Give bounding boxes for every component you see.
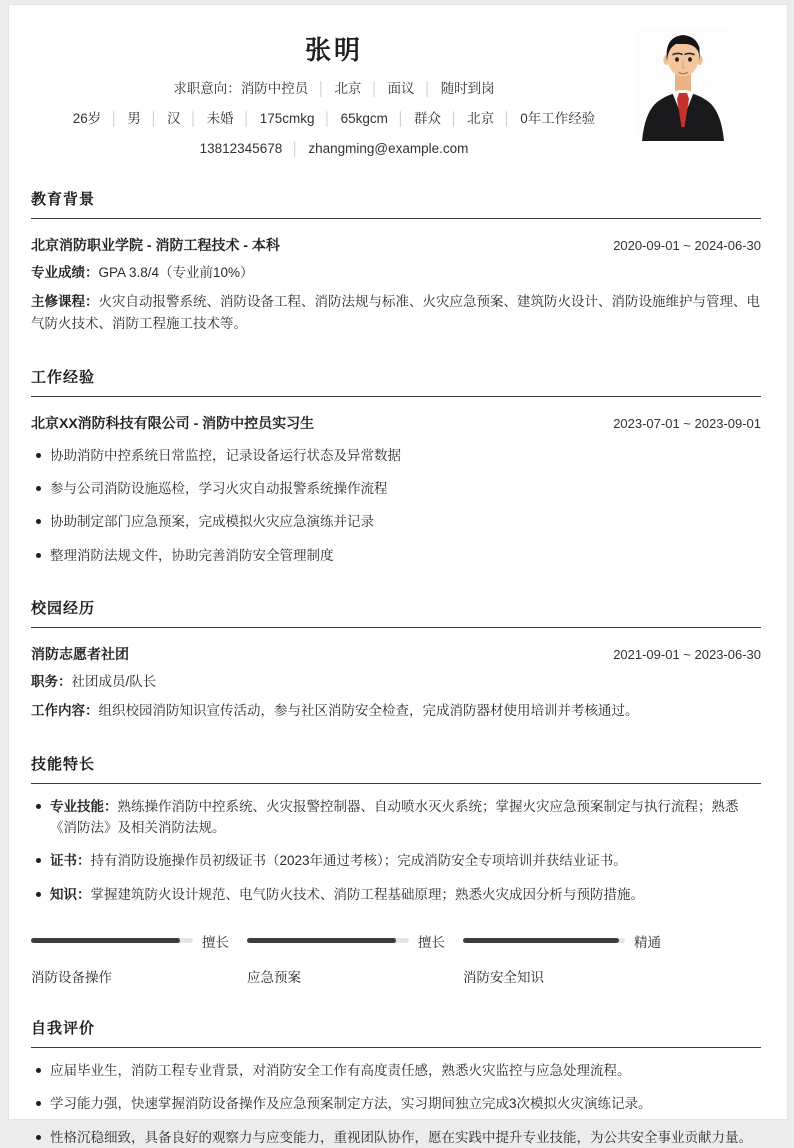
self-eval-bullet: 学习能力强，快速掌握消防设备操作及应急预案制定方法，实习期间独立完成3次模拟火灾演练记录。 [31, 1093, 761, 1114]
section-self-evaluation [31, 1017, 761, 1148]
gpa-value: GPA 3.8/4（专业前10%） [98, 265, 254, 280]
section-title-campus: 校园经历 [31, 597, 761, 628]
skill-bar-row [31, 931, 247, 951]
campus-content-value: 组织校园消防知识宣传活动，参与社区消防安全检查，完成消防器材使用培训并考核通过。 [98, 702, 639, 718]
campus-org: 消防志愿者社团 [31, 645, 129, 662]
separator: │ [370, 81, 379, 96]
skill-bar-track [31, 938, 193, 943]
skill-text: 持有消防设施操作员初级证书（2023年通过考核）；完成消防安全专项培训并获结业证书。 [90, 853, 627, 869]
phone-number: 13812345678 [199, 141, 283, 156]
job-intention-line [31, 80, 637, 97]
separator: │ [503, 111, 512, 126]
email-address: zhangming@example.com [308, 141, 469, 156]
info-experience: 0年工作经验 [520, 111, 596, 126]
skill-bar-emergency-plan [247, 931, 463, 986]
skill-bar-fill [247, 938, 396, 943]
campus-role-line [31, 671, 761, 693]
campus-role-label: 职务： [31, 673, 72, 689]
skill-bullet [31, 850, 761, 871]
separator: │ [189, 111, 198, 126]
info-age: 26岁 [72, 111, 102, 126]
work-bullet: 协助消防中控系统日常监控，记录设备运行状态及异常数据 [31, 445, 761, 466]
skill-bar-fill [31, 938, 180, 943]
resume-content [9, 5, 787, 1148]
campus-entry-head [31, 644, 761, 664]
skill-label: 知识： [50, 886, 91, 902]
campus-date-range: 2021-09-01 ~ 2023-06-30 [613, 646, 761, 662]
courses-line [31, 291, 761, 335]
self-eval-bullet: 性格沉稳细致，具备良好的观察力与应变能力，重视团队协作，愿在实践中提升专业技能，为公共安全事业贡献力量。 [31, 1127, 761, 1148]
gpa-label: 专业成绩： [31, 265, 99, 280]
personal-info-line [31, 110, 637, 127]
intention-position: 消防中控员 [240, 81, 309, 96]
section-title-self-evaluation: 自我评价 [31, 1017, 761, 1048]
work-entry-head [31, 413, 761, 433]
courses-value: 火灾自动报警系统、消防设备工程、消防法规与标准、火灾应急预案、建筑防火设计、消防设施维护与管理、电气防火技术、消防工程施工技术等。 [31, 293, 760, 331]
contact-line [31, 140, 637, 157]
skill-bars [31, 931, 761, 986]
intention-city: 北京 [334, 81, 362, 96]
skill-level-label: 擅长 [202, 934, 229, 950]
skill-bar-name: 消防安全知识 [463, 969, 544, 985]
campus-content-label: 工作内容： [31, 702, 99, 718]
skill-bullet [31, 884, 761, 905]
skill-bar-track [463, 938, 625, 943]
skill-bar-safety-knowledge [463, 931, 679, 986]
portrait-illustration [637, 29, 729, 141]
education-entry-head [31, 235, 761, 255]
header-text-block [31, 27, 637, 157]
section-title-education: 教育背景 [31, 188, 761, 219]
info-weight: 65kgcm [340, 111, 388, 126]
separator: │ [450, 111, 459, 126]
self-eval-bullet: 应届毕业生，消防工程专业背景，对消防安全工作有高度责任感，熟悉火灾监控与应急处理流程。 [31, 1060, 761, 1081]
campus-role-value: 社团成员/队长 [71, 673, 157, 689]
skill-text: 熟练操作消防中控系统、火灾报警控制器、自动喷水灭火系统；掌握火灾应急预案制定与执行流程；熟悉《消防法》及相关消防法规。 [50, 798, 739, 835]
info-gender: 男 [127, 111, 141, 126]
skill-level-label: 擅长 [418, 934, 445, 950]
skill-bar-row [463, 931, 679, 951]
separator: │ [317, 81, 326, 96]
separator: │ [423, 81, 432, 96]
skill-bar-track [247, 938, 409, 943]
intention-salary: 面议 [387, 81, 415, 96]
skill-bar-fill [463, 938, 619, 943]
separator: │ [242, 111, 251, 126]
skill-label: 证书： [50, 853, 91, 869]
skill-label: 专业技能： [50, 798, 118, 814]
info-ethnicity: 汉 [166, 111, 181, 126]
resume-header [31, 27, 761, 157]
separator: │ [110, 111, 119, 126]
skill-bar-row [247, 931, 463, 951]
work-bullet: 整理消防法规文件，协助完善消防安全管理制度 [31, 545, 761, 566]
section-skills [31, 753, 761, 986]
profile-photo [637, 29, 729, 141]
skill-text: 掌握建筑防火设计规范、电气防火技术、消防工程基础原理；熟悉火灾成因分析与预防措施。 [90, 886, 644, 902]
section-campus [31, 597, 761, 722]
section-title-work: 工作经验 [31, 366, 761, 397]
work-bullet: 参与公司消防设施巡检，学习火灾自动报警系统操作流程 [31, 478, 761, 499]
courses-label: 主修课程： [31, 293, 99, 309]
section-work [31, 366, 761, 566]
campus-content-line [31, 700, 761, 722]
info-marital: 未婚 [206, 111, 234, 126]
separator: │ [149, 111, 158, 126]
info-height: 175cmkg [259, 111, 315, 126]
skill-level-label: 精通 [634, 934, 661, 950]
skill-bar-name: 应急预案 [247, 969, 301, 985]
section-education [31, 188, 761, 335]
section-title-skills: 技能特长 [31, 753, 761, 784]
info-political: 群众 [414, 111, 442, 126]
skills-bullet-list [31, 796, 761, 905]
separator: │ [291, 141, 300, 156]
candidate-name: 张明 [304, 35, 363, 65]
skill-bar-equipment [31, 931, 247, 986]
separator: │ [396, 111, 406, 126]
work-bullet-list [31, 445, 761, 566]
skill-bullet [31, 796, 761, 839]
self-eval-bullet-list [31, 1060, 761, 1148]
skill-bar-name: 消防设备操作 [31, 969, 112, 985]
work-bullet: 协助制定部门应急预案，完成模拟火灾应急演练并记录 [31, 511, 761, 532]
resume-page [8, 4, 788, 1145]
company-position: 北京XX消防科技有限公司 - 消防中控员实习生 [31, 414, 315, 431]
gpa-line [31, 262, 761, 284]
education-date-range: 2020-09-01 ~ 2024-06-30 [613, 238, 761, 253]
separator: │ [323, 111, 332, 126]
school-degree: 北京消防职业学院 - 消防工程技术 - 本科 [31, 237, 280, 253]
intention-availability: 随时到岗 [440, 81, 495, 96]
info-city: 北京 [467, 111, 495, 126]
intention-label: 求职意向： [173, 81, 241, 96]
work-date-range: 2023-07-01 ~ 2023-09-01 [613, 415, 761, 431]
